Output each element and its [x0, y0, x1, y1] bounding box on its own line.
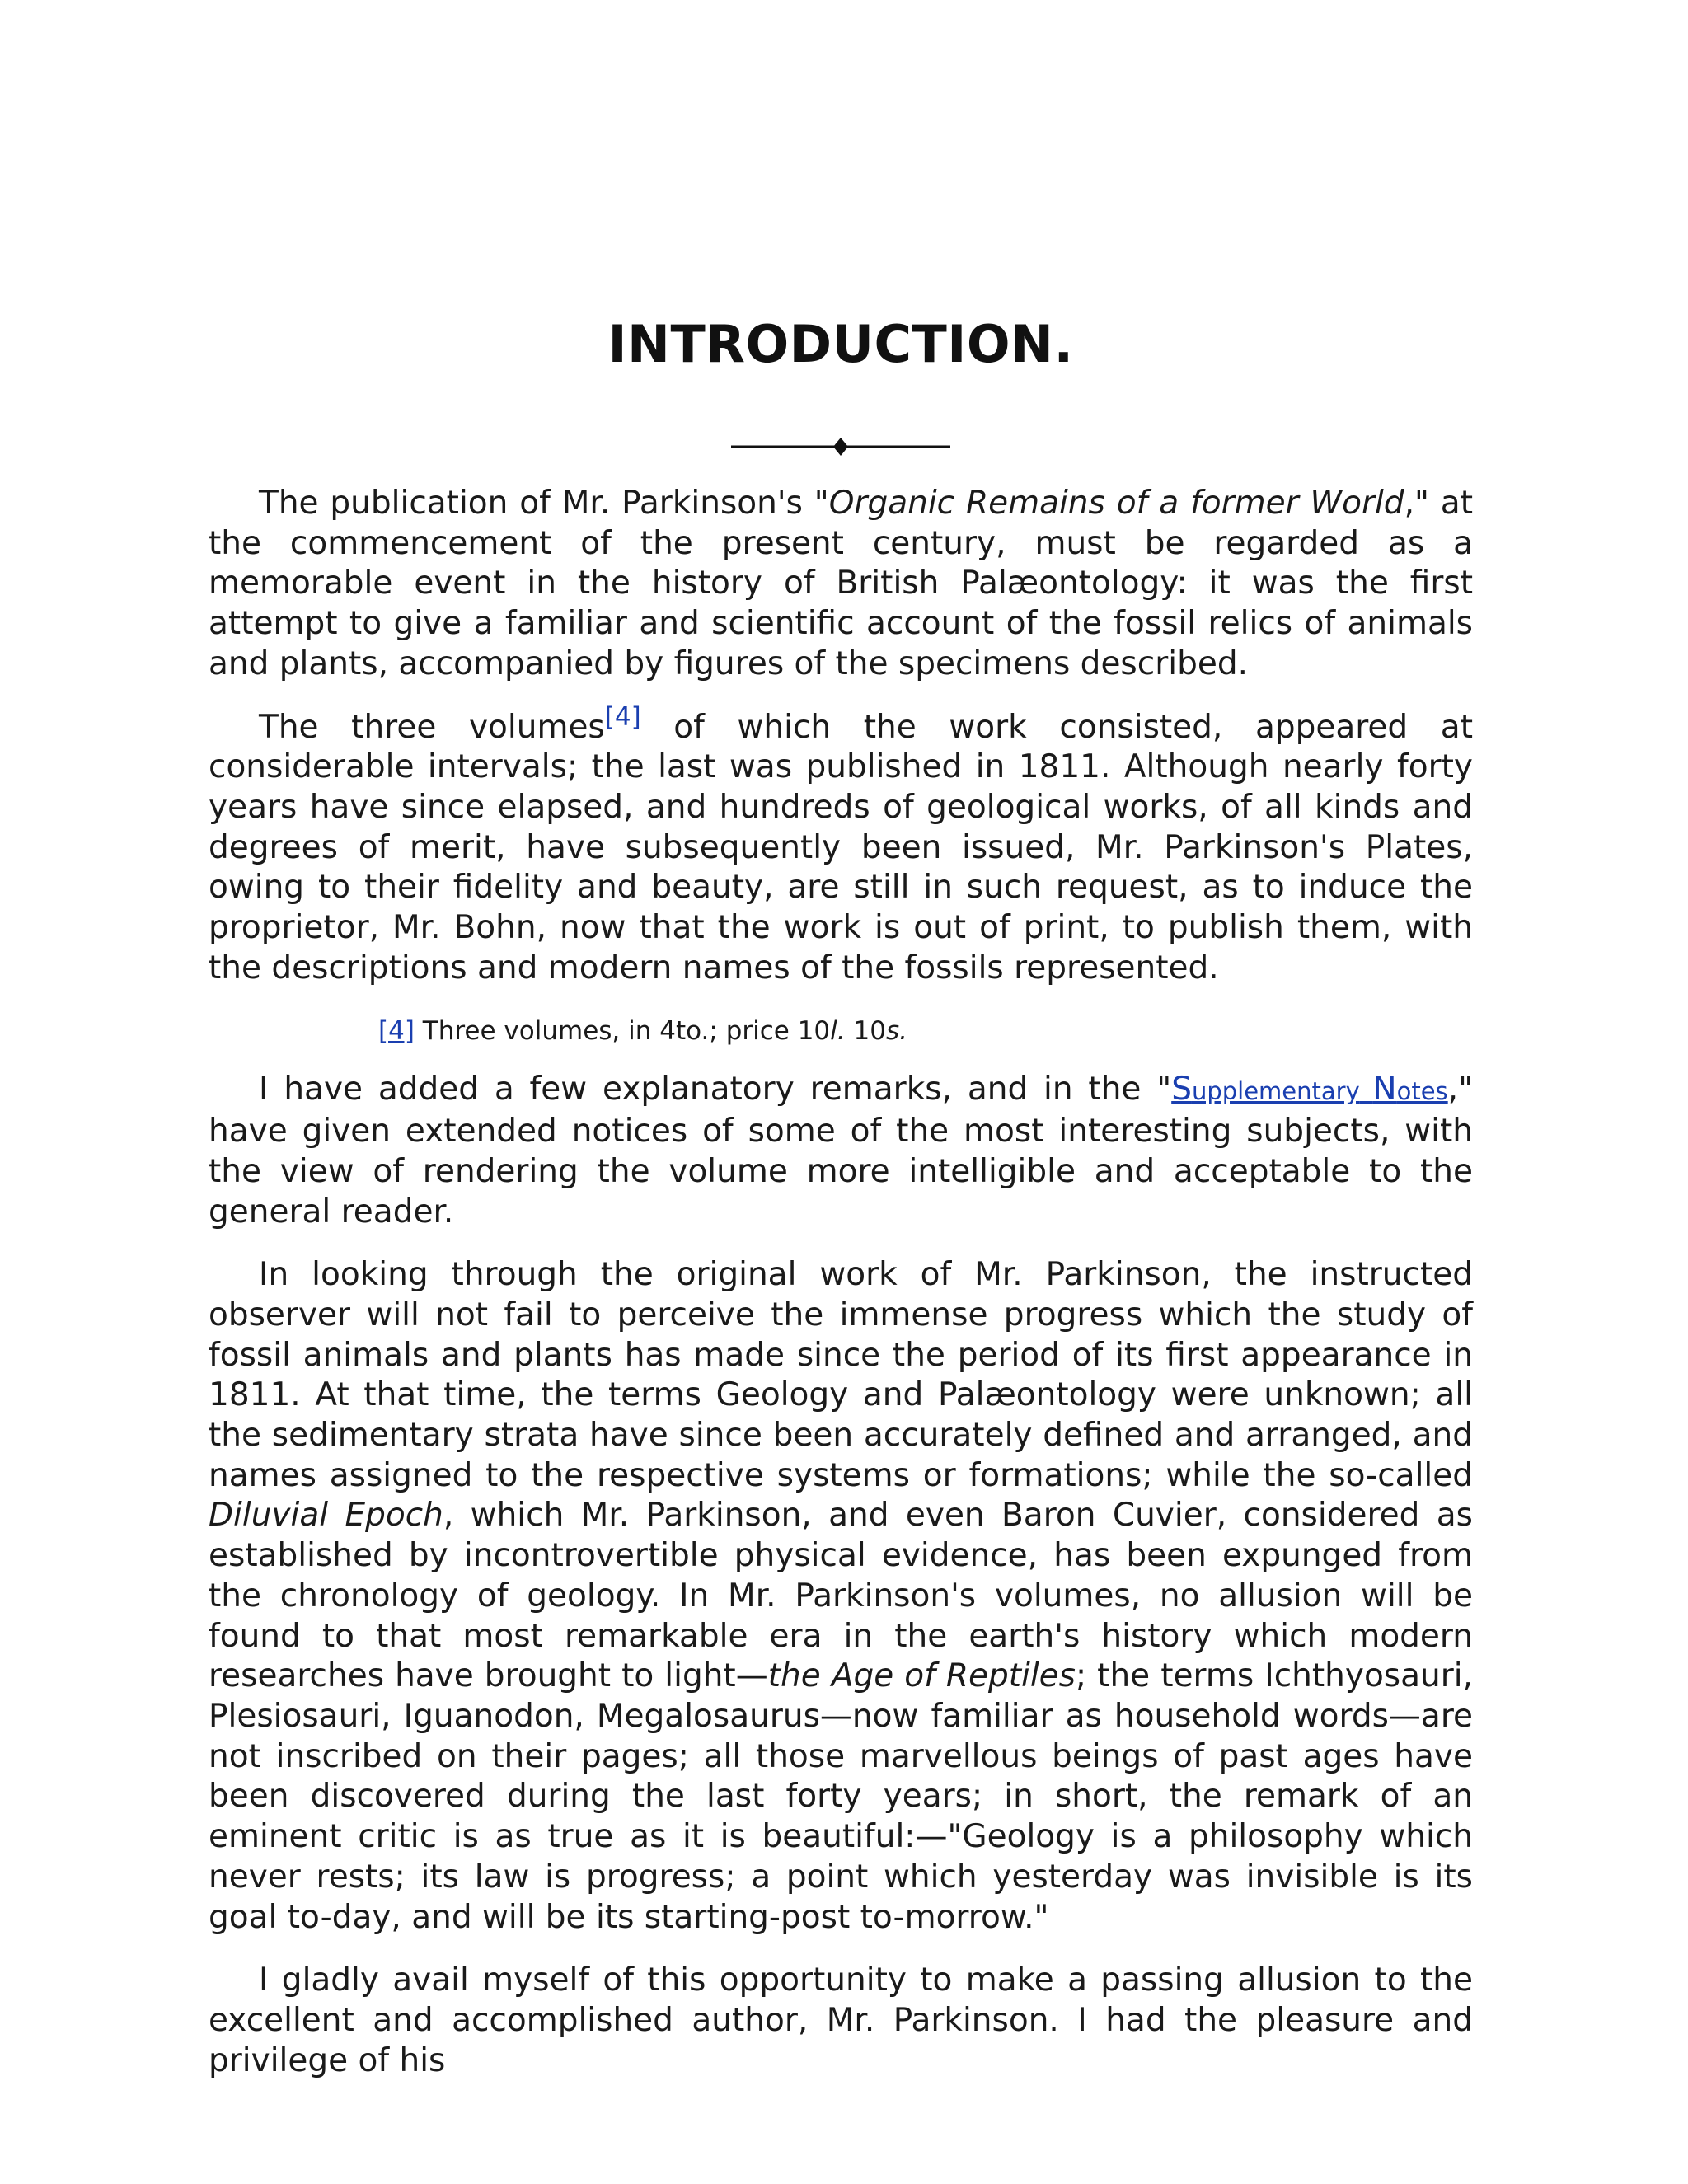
paragraph-2 — [209, 701, 1473, 989]
footnote-text-a: Three volumes, in 4to.; price 10 — [414, 1016, 831, 1047]
paragraph-3 — [209, 1070, 1473, 1232]
footnote-ref-superscript — [605, 702, 641, 732]
p5-text-a: I gladly avail myself of this opportunity to make a passing allusion to the excellent and accomplished author, Mr. Parkinson. I had the pleasure and privilege of his — [209, 1961, 1473, 2079]
paragraph-4 — [209, 1255, 1473, 1938]
diluvial-epoch: Diluvial Epoch — [209, 1497, 443, 1535]
footnote-text-b: 10 — [845, 1016, 886, 1047]
link-space — [1360, 1077, 1373, 1105]
p4-text-a: In looking through the original work of Mr. Parkinson, the instructed observer will not fail to perceive the immense progress which the study of fossil animals and plants has made since the period of its first appearance in 1811. At that time, the terms Geology and Palæontology were unknown; all the sedimentary strata have since been accurately defined and arranged, and names assigned to the respective systems or formations; while the so-called — [209, 1256, 1473, 1494]
p1-text-b: ," at the commencement of the present century, must be regarded as a memorable event in the history of British Palæontology: it was the first attempt to give a familiar and scientific account of the fossil relics of animals and plants, accompanied by figures of the specimens described. — [209, 485, 1473, 682]
p3-text-b: ," have given extended notices of some of the most interesting subjects, with the view of rendering the volume more intelligible and acceptable to the general reader. — [209, 1071, 1474, 1230]
p4-text-b: , which Mr. Parkinson, and even Baron Cuvier, considered as established by incontrovertible physical evidence, has been expunged from the chronology of geology. In Mr. Parkinson's volumes, no allusion will be found to that most remarkable era in the earth's history which modern researches have brought to light— — [209, 1497, 1473, 1695]
footnote-shillings: s. — [885, 1016, 907, 1047]
footnote — [378, 1011, 1473, 1051]
supplementary-notes-link[interactable] — [1171, 1071, 1447, 1108]
diamond-rule-ornament-icon — [731, 430, 950, 463]
p2-text-a: The three volumes — [259, 708, 605, 746]
footnote-pounds: l. — [830, 1016, 846, 1047]
link-word-upplementary: upplementary — [1191, 1077, 1360, 1106]
chapter-heading: INTRODUCTION. — [607, 314, 1074, 374]
book-title: Organic Remains of a former World — [828, 485, 1404, 522]
paragraph-1 — [209, 484, 1473, 685]
body-text — [209, 484, 1473, 2104]
p2-text-b: of which the work consisted, appeared at considerable intervals; the last was published in 1811. Although nearly forty years have since elapsed, and hundreds of geological works, of all kinds and degrees of merit, have subsequently been issued, Mr. Parkinson's Plates, owing to their fidelity and beauty, are still in such request, as to induce the proprietor, Mr. Bohn, now that the work is out of print, to publish them, with the descriptions and modern names of the fossils represented. — [209, 708, 1473, 987]
p4-text-c: ; the terms Ichthyosauri, Plesiosauri, Iguanodon, Megalosaurus—now familiar as household words—are not inscribed on their pages; all those marvellous beings of past ages have been discovered during the last forty years; in short, the remark of an eminent critic is as true as it is beautiful:—"Geology is a philosophy which never rests; its law is progress; a point which yesterday was invisible is its goal to-day, and will be its starting-post to-morrow." — [209, 1657, 1474, 1936]
p3-text-a: I have added a few explanatory remarks, and in the " — [259, 1071, 1172, 1108]
footnote-back-link[interactable]: [4] — [378, 1016, 415, 1047]
link-letter-n: N — [1372, 1071, 1397, 1108]
paragraph-5 — [209, 1961, 1473, 2081]
link-letter-s: S — [1171, 1071, 1192, 1108]
age-of-reptiles: the Age of Reptiles — [767, 1657, 1076, 1695]
link-word-otes: otes — [1396, 1077, 1448, 1106]
p1-text-a: The publication of Mr. Parkinson's " — [259, 485, 829, 522]
footnote-ref-link[interactable]: [4] — [604, 701, 641, 732]
